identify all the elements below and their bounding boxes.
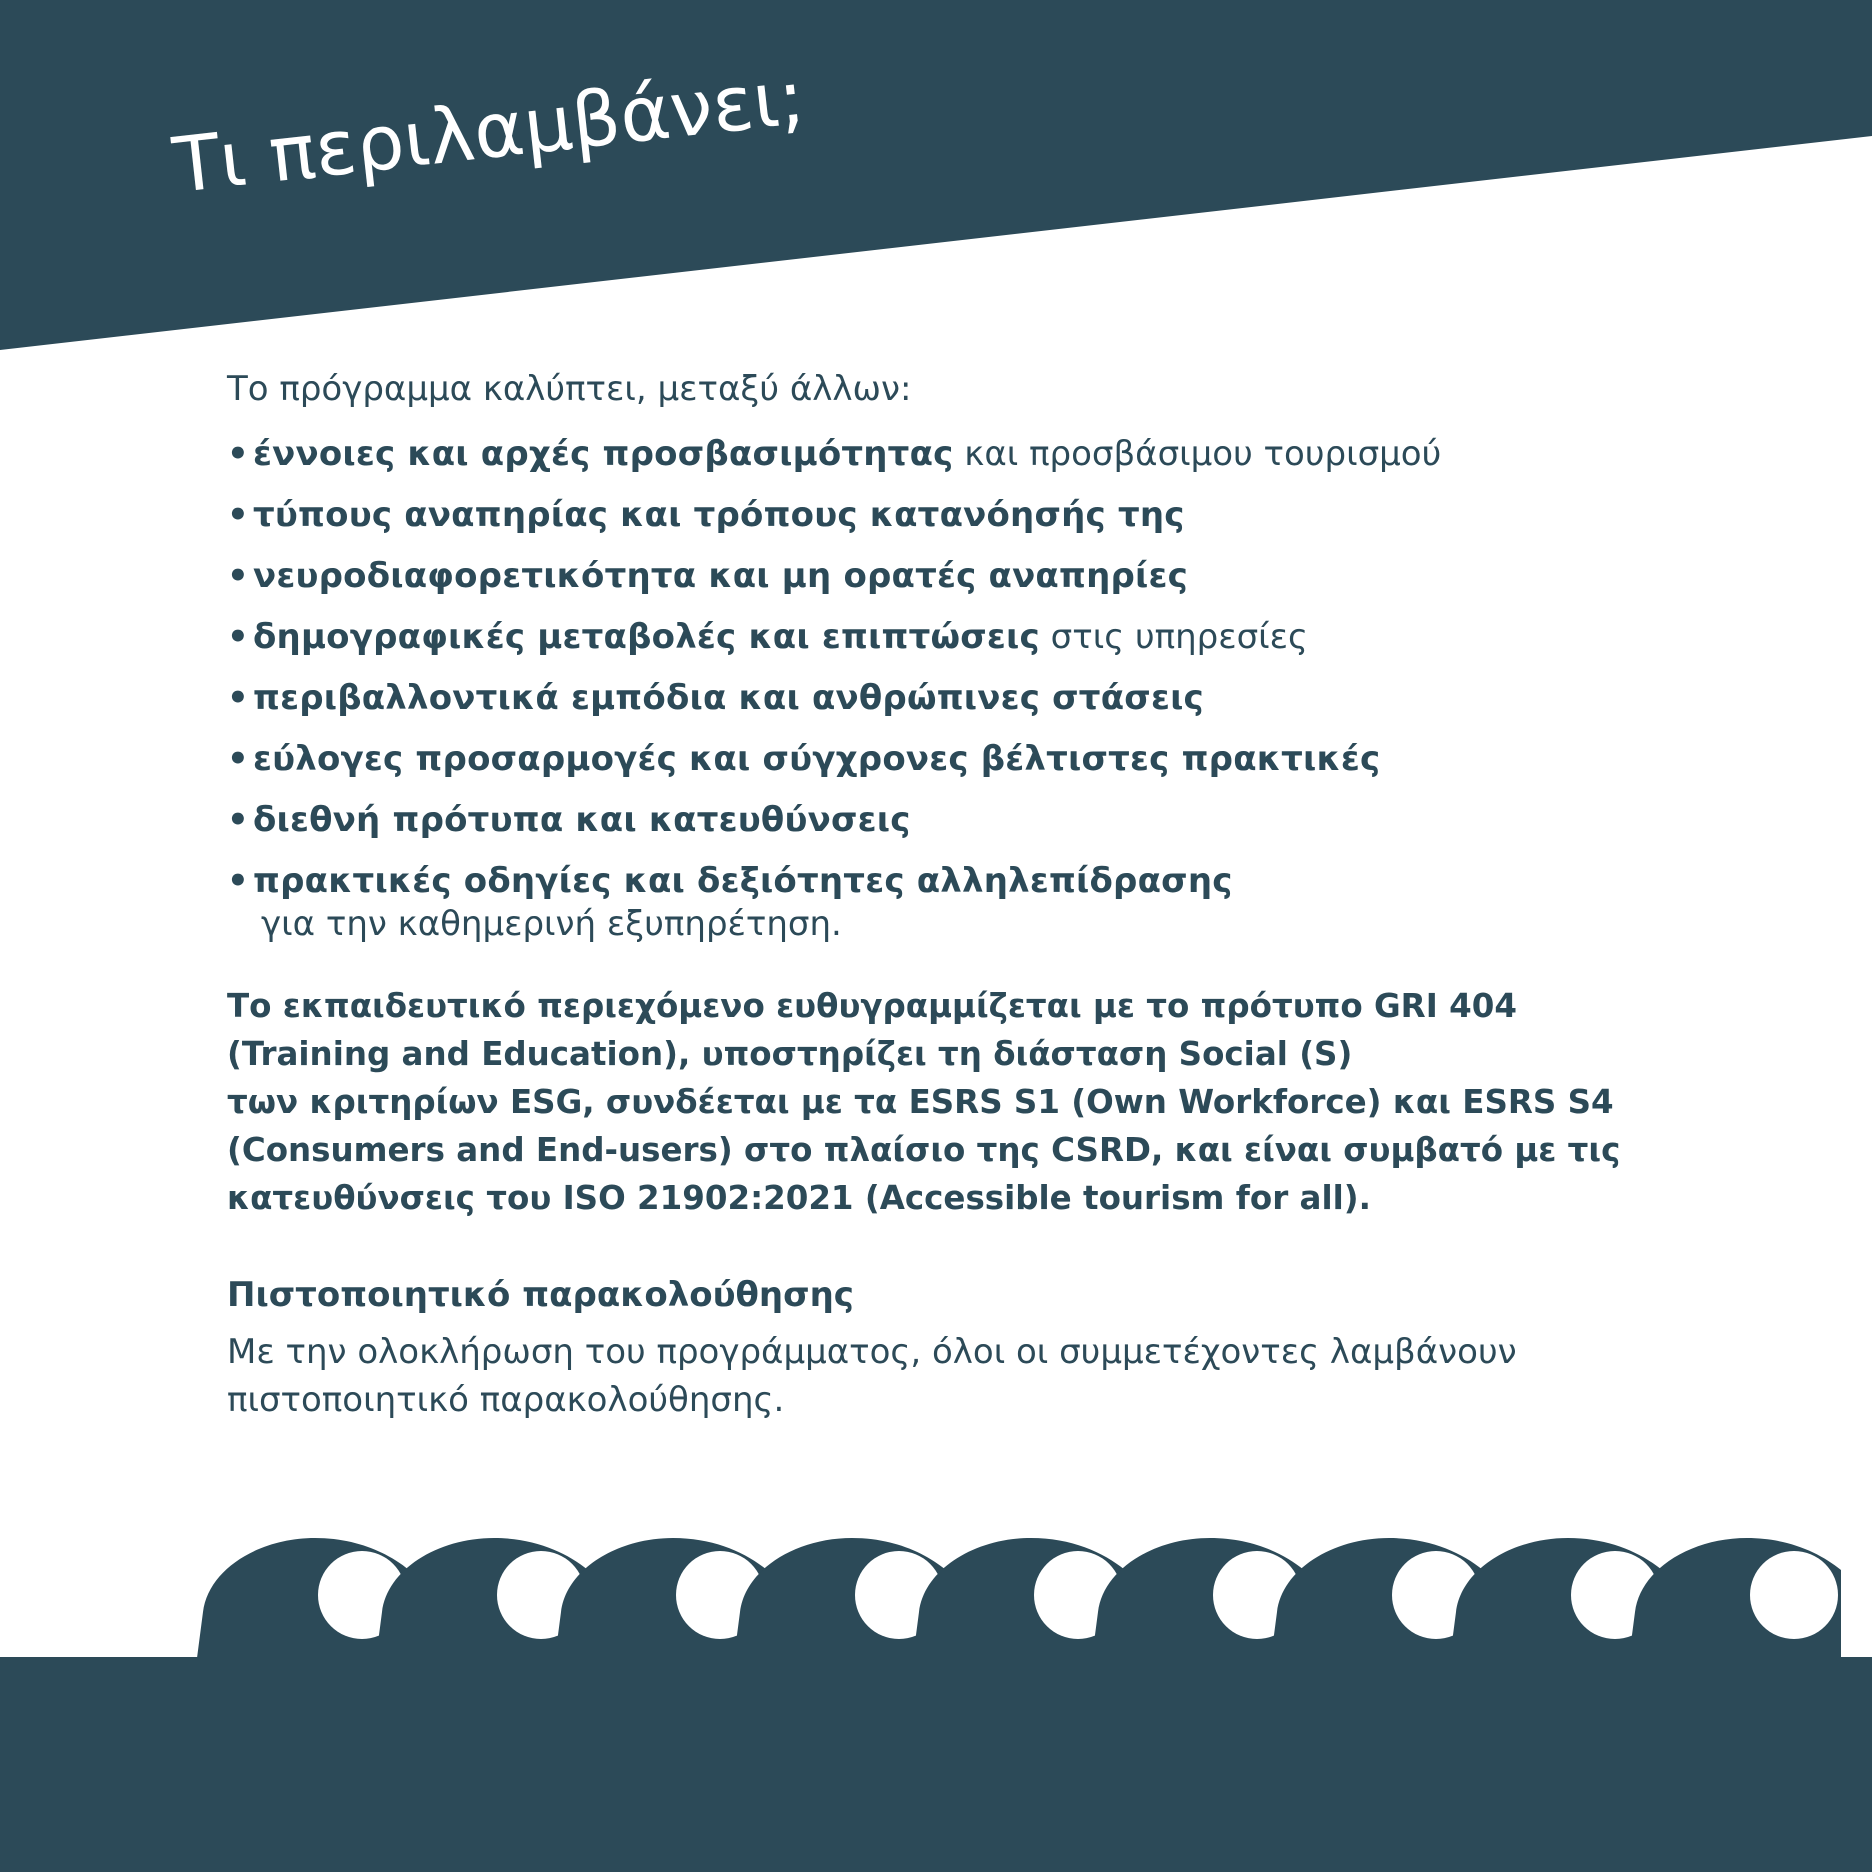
compliance-paragraph [227, 982, 1687, 1222]
bullet-icon: • [227, 495, 249, 535]
compliance-line: των κριτηρίων ESG, συνδέεται με τα ESRS S1 (Own Workforce) και ESRS S4 [227, 1083, 1614, 1121]
compliance-line: (Training and Education), υποστηρίζει τη διάσταση Social (S) [227, 1035, 1353, 1073]
item-text: στις υπηρεσίες [1039, 617, 1309, 657]
footer-band [0, 1657, 1872, 1872]
certificate-line: Με την ολοκλήρωση του προγράμματος, όλοι οι συμμετέχοντες λαμβάνουν [227, 1332, 1517, 1372]
item-bold-text: πρακτικές οδηγίες και δεξιότητες αλληλεπίδρασης [253, 861, 1233, 901]
item-bold-text: έννοιες και αρχές προσβασιμότητας [253, 434, 954, 474]
bullet-icon: • [227, 739, 249, 779]
list-item [227, 424, 1687, 485]
intro-text: Το πρόγραμμα καλύπτει, μεταξύ άλλων: [227, 369, 912, 409]
item-bold-text: περιβαλλοντικά εμπόδια και ανθρώπινες στάσεις [253, 678, 1204, 718]
page-title: Τι περιλαμβάνει; [168, 51, 809, 210]
bullet-icon: • [227, 861, 249, 901]
bullet-icon: • [227, 434, 249, 474]
bullet-icon: • [227, 800, 249, 840]
certificate-line: πιστοποιητικό παρακολούθησης. [227, 1380, 785, 1420]
wave-border [197, 1538, 1841, 1658]
list-item [227, 485, 1687, 546]
list-item [227, 851, 1687, 944]
list-item [227, 607, 1687, 668]
list-item [227, 668, 1687, 729]
list-item [227, 729, 1687, 790]
item-bold-text: δημογραφικές μεταβολές και επιπτώσεις [253, 617, 1040, 657]
list-item [227, 546, 1687, 607]
bullet-icon: • [227, 678, 249, 718]
item-text: και προσβάσιμου τουρισμού [953, 434, 1442, 474]
bullet-icon: • [227, 617, 249, 657]
wave-curl-cutout [1750, 1551, 1838, 1639]
topics-list [227, 424, 1687, 944]
certificate-text [227, 1328, 1687, 1424]
main-content [227, 360, 1687, 1424]
compliance-line: (Consumers and End-users) στο πλαίσιο της CSRD, και είναι συμβατό με τις [227, 1131, 1621, 1169]
item-bold-text: τύπους αναπηρίας και τρόπους κατανόησής της [253, 495, 1185, 535]
bullet-icon: • [227, 556, 249, 596]
certificate-heading: Πιστοποιητικό παρακολούθησης [227, 1275, 854, 1315]
item-bold-text: διεθνή πρότυπα και κατευθύνσεις [253, 800, 911, 840]
compliance-line: κατευθύνσεις του ISO 21902:2021 (Accessible tourism for all). [227, 1179, 1371, 1217]
item-bold-text: εύλογες προσαρμογές και σύγχρονες βέλτιστες πρακτικές [253, 739, 1381, 779]
item-bold-text: νευροδιαφορετικότητα και μη ορατές αναπηρίες [253, 556, 1188, 596]
compliance-line: Το εκπαιδευτικό περιεχόμενο ευθυγραμμίζεται με το πρότυπο GRI 404 [227, 987, 1517, 1025]
item-continuation-text: για την καθημερινή εξυπηρέτηση. [261, 904, 842, 944]
list-item [227, 790, 1687, 851]
